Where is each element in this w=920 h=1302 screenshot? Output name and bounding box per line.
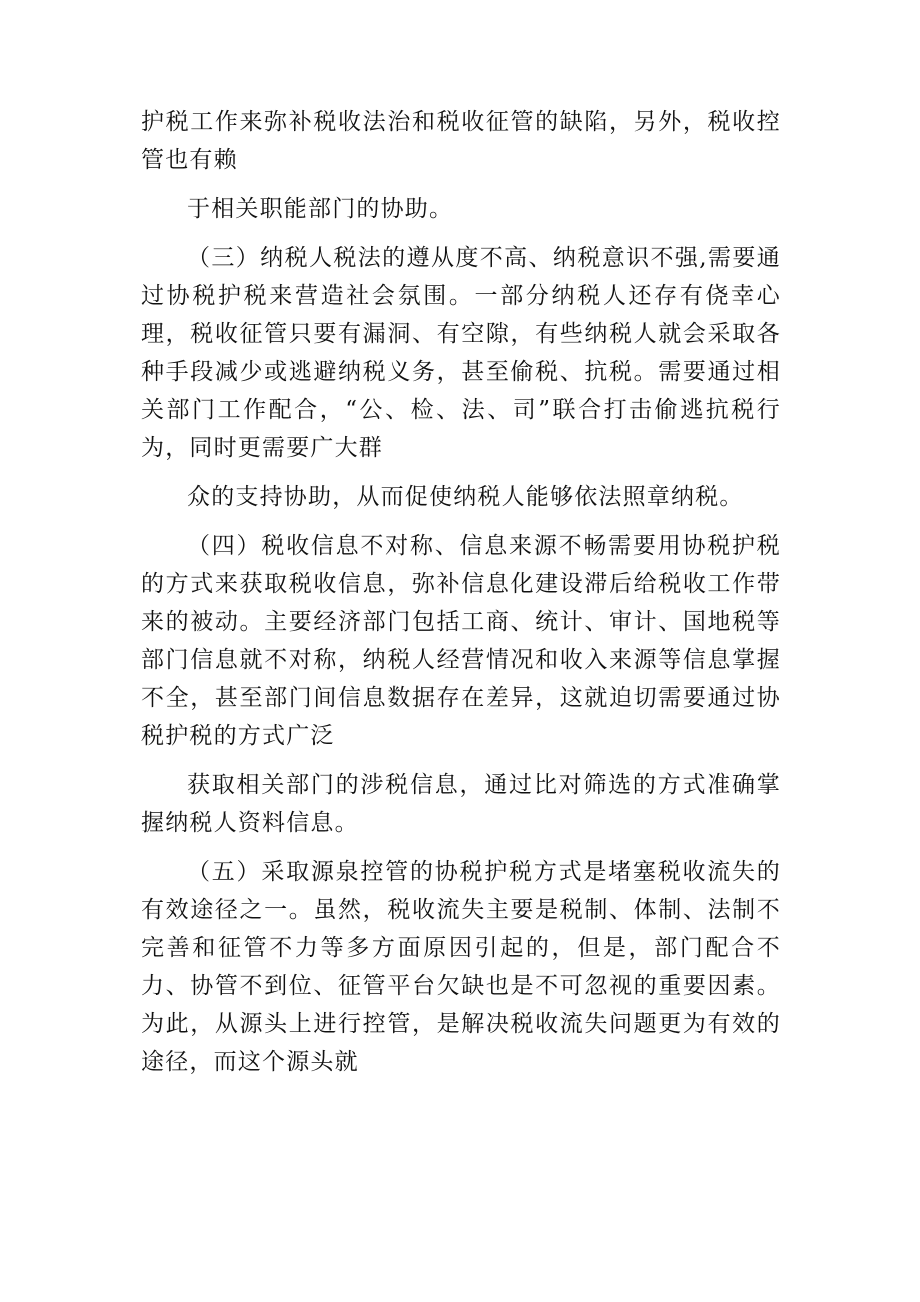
paragraph-7: （五）采取源泉控管的协税护税方式是堵塞税收流失的有效途径之一。虽然，税收流失主要是税制、体制、法制不完善和征管不力等多方面原因引起的，但是，部门配合不力、协管不到位、征管平台欠缺也是不可忽视的重要因素。为此，从源头上进行控管，是解决税收流失问题更为有效的途径，而这个源头就: [141, 859, 781, 1075]
paragraph-3: （三）纳税人税法的遵从度不高、纳税意识不强,需要通过协税护税来营造社会氛围。一部分纳税人还存有侥幸心理，税收征管只要有漏洞、有空隙，有些纳税人就会采取各种手段减少或逃避纳税义务，甚至偷税、抗税。需要通过相关部门工作配合，“公、检、法、司”联合打击偷逃抗税行为，同时更需要广大群: [141, 245, 781, 461]
paragraph-6: 获取相关部门的涉税信息，通过比对筛选的方式准确掌握纳税人资料信息。: [141, 772, 781, 836]
paragraph-4: 众的支持协助，从而促使纳税人能够依法照章纳税。: [187, 484, 744, 510]
paragraph-1: 护税工作来弥补税收法治和税收征管的缺陷，另外，税收控管也有赖: [141, 109, 781, 173]
paragraph-2: 于相关职能部门的协助。: [187, 196, 454, 222]
document-body: [141, 103, 781, 1081]
paragraph-5: （四）税收信息不对称、信息来源不畅需要用协税护税的方式来获取税收信息，弥补信息化建设滞后给税收工作带来的被动。主要经济部门包括工商、统计、审计、国地税等部门信息就不对称，纳税人经营情况和收入来源等信息掌握不全，甚至部门间信息数据存在差异，这就迫切需要通过协税护税的方式广泛: [141, 533, 781, 749]
